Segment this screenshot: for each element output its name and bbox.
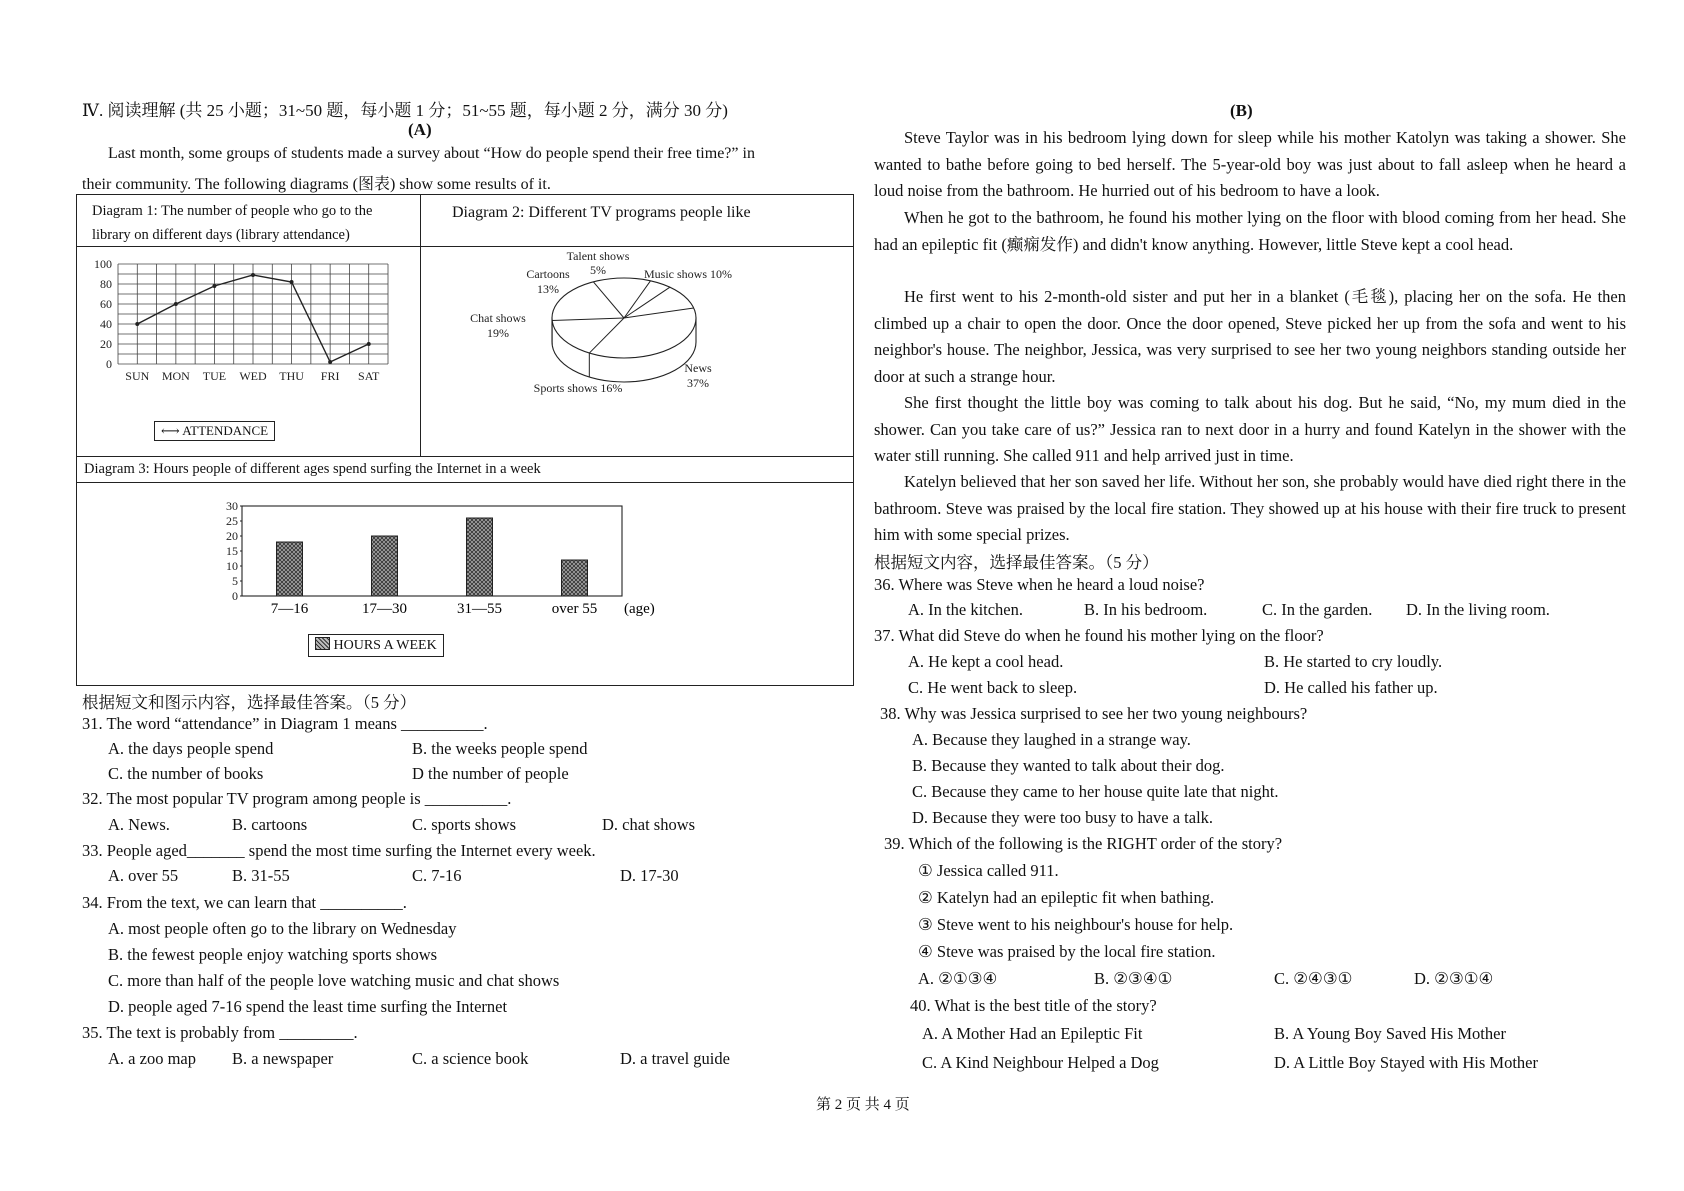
- diagram-divider-h2: [76, 456, 854, 457]
- pie-slice-value: 5%: [590, 263, 606, 277]
- diagram3-legend: [308, 634, 444, 657]
- page-footer: 第 2 页 共 4 页: [816, 1097, 910, 1113]
- q38-option-b[interactable]: B. Because they wanted to talk about their dog.: [912, 756, 1225, 775]
- diagram3-legend-label: HOURS A WEEK: [333, 638, 437, 653]
- pie-slice-label: Cartoons: [526, 267, 570, 281]
- y-tick-label: 0: [232, 589, 238, 603]
- y-tick-label: 10: [226, 559, 238, 573]
- q36-option-d[interactable]: D. In the living room.: [1406, 600, 1550, 619]
- pie-slice-label: Chat shows: [470, 311, 526, 325]
- x-tick-label: over 55: [551, 601, 598, 617]
- passage-a-intro-line2: their community. The following diagrams (图表) show some results of it.: [82, 176, 551, 193]
- q33-option-c[interactable]: C. 7-16: [412, 866, 462, 885]
- y-tick-label: 80: [100, 277, 112, 291]
- passage-b-paragraph-4: She first thought the little boy was coming to talk about his dog. But he said, “No, my mum died in the shower. Can you take care of us?” Jessica ran to next door in a hurry and found Katelyn in the shower with the water still running. She called 911 and help arrived just in time.: [874, 393, 1626, 465]
- q32-stem: 32. The most popular TV program among people is __________.: [82, 789, 512, 808]
- y-tick-label: 5: [232, 574, 238, 588]
- passage-b-paragraph-2: When he got to the bathroom, he found his mother lying on the floor with blood coming from her head. She had an epileptic fit (癫痫发作) and didn't know anything. However, little Steve kept a cool head.: [874, 208, 1626, 254]
- data-point: [290, 280, 294, 284]
- q39-item-2: ② Katelyn had an epileptic fit when bathing.: [918, 888, 1215, 907]
- q31-stem: 31. The word “attendance” in Diagram 1 means __________.: [82, 714, 488, 733]
- q37-option-a[interactable]: A. He kept a cool head.: [908, 652, 1064, 671]
- y-tick-label: 60: [100, 297, 112, 311]
- q39-item-4: ④ Steve was praised by the local fire station.: [918, 942, 1216, 961]
- q37-option-b[interactable]: B. He started to cry loudly.: [1264, 652, 1443, 671]
- q31-option-b[interactable]: B. the weeks people spend: [412, 739, 588, 758]
- q38-option-a[interactable]: A. Because they laughed in a strange way.: [912, 730, 1191, 749]
- q32-option-b[interactable]: B. cartoons: [232, 815, 308, 834]
- data-point: [367, 342, 371, 346]
- q38-stem: 38. Why was Jessica surprised to see her two young neighbours?: [880, 704, 1308, 723]
- diagram2-title: Diagram 2: Different TV programs people like: [452, 204, 751, 221]
- data-point: [328, 360, 332, 364]
- q34-option-c[interactable]: C. more than half of the people love watching music and chat shows: [108, 971, 560, 990]
- y-tick-label: 100: [94, 257, 112, 271]
- age-unit-label: (age): [624, 601, 655, 617]
- q39-option-d[interactable]: D. ②③①④: [1414, 969, 1494, 988]
- data-point: [251, 273, 255, 277]
- diagram-divider-v: [420, 194, 421, 456]
- q34-option-a[interactable]: A. most people often go to the library on Wednesday: [108, 919, 457, 938]
- x-tick-label: MON: [161, 369, 190, 383]
- q32-option-a[interactable]: A. News.: [108, 815, 170, 834]
- pie-slice-label: News: [684, 361, 712, 375]
- y-tick-label: 25: [226, 514, 238, 528]
- passage-a-intro-line1: Last month, some groups of students made a survey about “How do people spend their free time?” in: [108, 145, 755, 162]
- x-tick-label: 17—30: [362, 601, 407, 617]
- diagram1-title-line2: library on different days (library attendance): [92, 227, 350, 243]
- x-tick-label: FRI: [320, 369, 340, 383]
- y-tick-label: 20: [226, 529, 238, 543]
- q39-item-3: ③ Steve went to his neighbour's house for help.: [918, 915, 1234, 934]
- part-b-instruction: 根据短文内容，选择最佳答案。（5 分）: [874, 553, 1159, 572]
- q35-option-c[interactable]: C. a science book: [412, 1049, 529, 1068]
- passage-a-label: (A): [408, 120, 432, 139]
- passage-b-paragraph-1: Steve Taylor was in his bedroom lying down for sleep while his mother Katolyn was taking a shower. She wanted to bathe before going to bed herself. The 5-year-old boy was just about to fall asleep when he heard a loud noise from the bathroom. He hurried out of his bedroom to have a look.: [874, 128, 1626, 200]
- q36-option-c[interactable]: C. In the garden.: [1262, 600, 1373, 619]
- q33-stem: 33. People aged_______ spend the most time surfing the Internet every week.: [82, 841, 596, 860]
- q40-option-d[interactable]: D. A Little Boy Stayed with His Mother: [1274, 1053, 1538, 1072]
- x-tick-label: 7—16: [270, 601, 309, 617]
- x-tick-label: TUE: [202, 369, 227, 383]
- diagram3-title: Diagram 3: Hours people of different ages spend surfing the Internet in a week: [84, 461, 541, 477]
- q39-option-a[interactable]: A. ②①③④: [918, 969, 998, 988]
- q35-stem: 35. The text is probably from _________.: [82, 1023, 358, 1042]
- y-tick-label: 20: [100, 337, 112, 351]
- pie-slice-label: Sports shows 16%: [533, 381, 623, 395]
- x-tick-label: 31—55: [457, 601, 502, 617]
- q39-option-c[interactable]: C. ②④③①: [1274, 969, 1353, 988]
- y-tick-label: 0: [106, 357, 112, 371]
- q35-option-b[interactable]: B. a newspaper: [232, 1049, 334, 1068]
- section-header: Ⅳ. 阅读理解 (共 25 小题；31~50 题，每小题 1 分；51~55 题，每小题 2 分，满分 30 分): [82, 101, 728, 120]
- pie-slice-value: 19%: [487, 326, 509, 340]
- pie-slice-value: 37%: [687, 376, 709, 390]
- q36-option-a[interactable]: A. In the kitchen.: [908, 600, 1024, 619]
- q40-option-a[interactable]: A. A Mother Had an Epileptic Fit: [922, 1024, 1143, 1043]
- x-tick-label: THU: [279, 369, 304, 383]
- diagram2-pie-chart: [428, 252, 848, 452]
- bar: [277, 542, 303, 596]
- y-tick-label: 40: [100, 317, 112, 331]
- q33-option-d[interactable]: D. 17-30: [620, 866, 679, 885]
- x-tick-label: WED: [239, 369, 267, 383]
- q36-stem: 36. Where was Steve when he heard a loud noise?: [874, 575, 1205, 594]
- diagram1-legend-label: ATTENDANCE: [182, 423, 269, 438]
- q32-option-c[interactable]: C. sports shows: [412, 815, 517, 834]
- q31-option-c[interactable]: C. the number of books: [108, 764, 264, 783]
- q33-option-b[interactable]: B. 31-55: [232, 866, 290, 885]
- legend-line-marker-icon: ⟷: [161, 423, 180, 438]
- pie-slice-value: 13%: [537, 282, 559, 296]
- q35-option-a[interactable]: A. a zoo map: [108, 1049, 196, 1068]
- q31-option-d[interactable]: D the number of people: [412, 764, 569, 783]
- diagram1-title-line1: Diagram 1: The number of people who go to the: [92, 203, 373, 219]
- pie-slice-label: Music shows 10%: [643, 267, 733, 281]
- q37-option-d[interactable]: D. He called his father up.: [1264, 678, 1438, 697]
- passage-b-paragraph-5: Katelyn believed that her son saved her life. Without her son, she probably would have died right there in the bathroom. Steve was praised by the local fire station. They showed up at his house with their fire truck to present him with some special prizes.: [874, 472, 1626, 544]
- bar: [467, 518, 493, 596]
- diagram1-legend: [154, 421, 275, 441]
- q35-option-d[interactable]: D. a travel guide: [620, 1049, 730, 1068]
- diagram3-bar-chart: [202, 498, 722, 630]
- q38-option-c[interactable]: C. Because they came to her house quite late that night.: [912, 782, 1279, 801]
- q33-option-a[interactable]: A. over 55: [108, 866, 179, 885]
- diagram1-title: [92, 199, 372, 247]
- q39-item-1: ① Jessica called 911.: [918, 861, 1059, 880]
- q37-option-c[interactable]: C. He went back to sleep.: [908, 678, 1078, 697]
- legend-hatch-swatch-icon: [315, 637, 330, 650]
- passage-b-label: (B): [1230, 101, 1253, 120]
- q40-option-c[interactable]: C. A Kind Neighbour Helped a Dog: [922, 1053, 1159, 1072]
- y-tick-label: 15: [226, 544, 238, 558]
- data-point: [174, 302, 178, 306]
- q37-stem: 37. What did Steve do when he found his mother lying on the floor?: [874, 626, 1324, 645]
- data-point: [135, 322, 139, 326]
- q36-option-b[interactable]: B. In his bedroom.: [1084, 600, 1208, 619]
- bar: [372, 536, 398, 596]
- pie-slice-label: Talent shows: [566, 252, 630, 263]
- x-tick-label: SUN: [125, 369, 150, 383]
- data-point: [212, 284, 216, 288]
- q34-option-d[interactable]: D. people aged 7-16 spend the least time surfing the Internet: [108, 997, 508, 1016]
- q34-option-b[interactable]: B. the fewest people enjoy watching sports shows: [108, 945, 438, 964]
- passage-b-paragraph-3: He first went to his 2-month-old sister and put her in a blanket (毛毯), placing her on the sofa. He then climbed up a chair to open the door. Once the door opened, Steve picked her up from the sofa and went to his neighbor's house. The neighbor, Jessica, was very surprised to see her two young neighbors standing outside her door at such a strange hour.: [874, 287, 1626, 386]
- x-tick-label: SAT: [358, 369, 380, 383]
- diagram-divider-h3: [76, 482, 854, 483]
- q40-stem: 40. What is the best title of the story?: [910, 996, 1157, 1015]
- q40-option-b[interactable]: B. A Young Boy Saved His Mother: [1274, 1024, 1506, 1043]
- q31-option-a[interactable]: A. the days people spend: [108, 739, 274, 758]
- y-tick-label: 30: [226, 499, 238, 513]
- q39-stem: 39. Which of the following is the RIGHT order of the story?: [884, 834, 1283, 853]
- q32-option-d[interactable]: D. chat shows: [602, 815, 696, 834]
- part-a-instruction: 根据短文和图示内容，选择最佳答案。（5 分）: [82, 693, 417, 712]
- q38-option-d[interactable]: D. Because they were too busy to have a talk.: [912, 808, 1214, 827]
- bar: [562, 560, 588, 596]
- q34-stem: 34. From the text, we can learn that __________.: [82, 893, 407, 912]
- q39-option-b[interactable]: B. ②③④①: [1094, 969, 1173, 988]
